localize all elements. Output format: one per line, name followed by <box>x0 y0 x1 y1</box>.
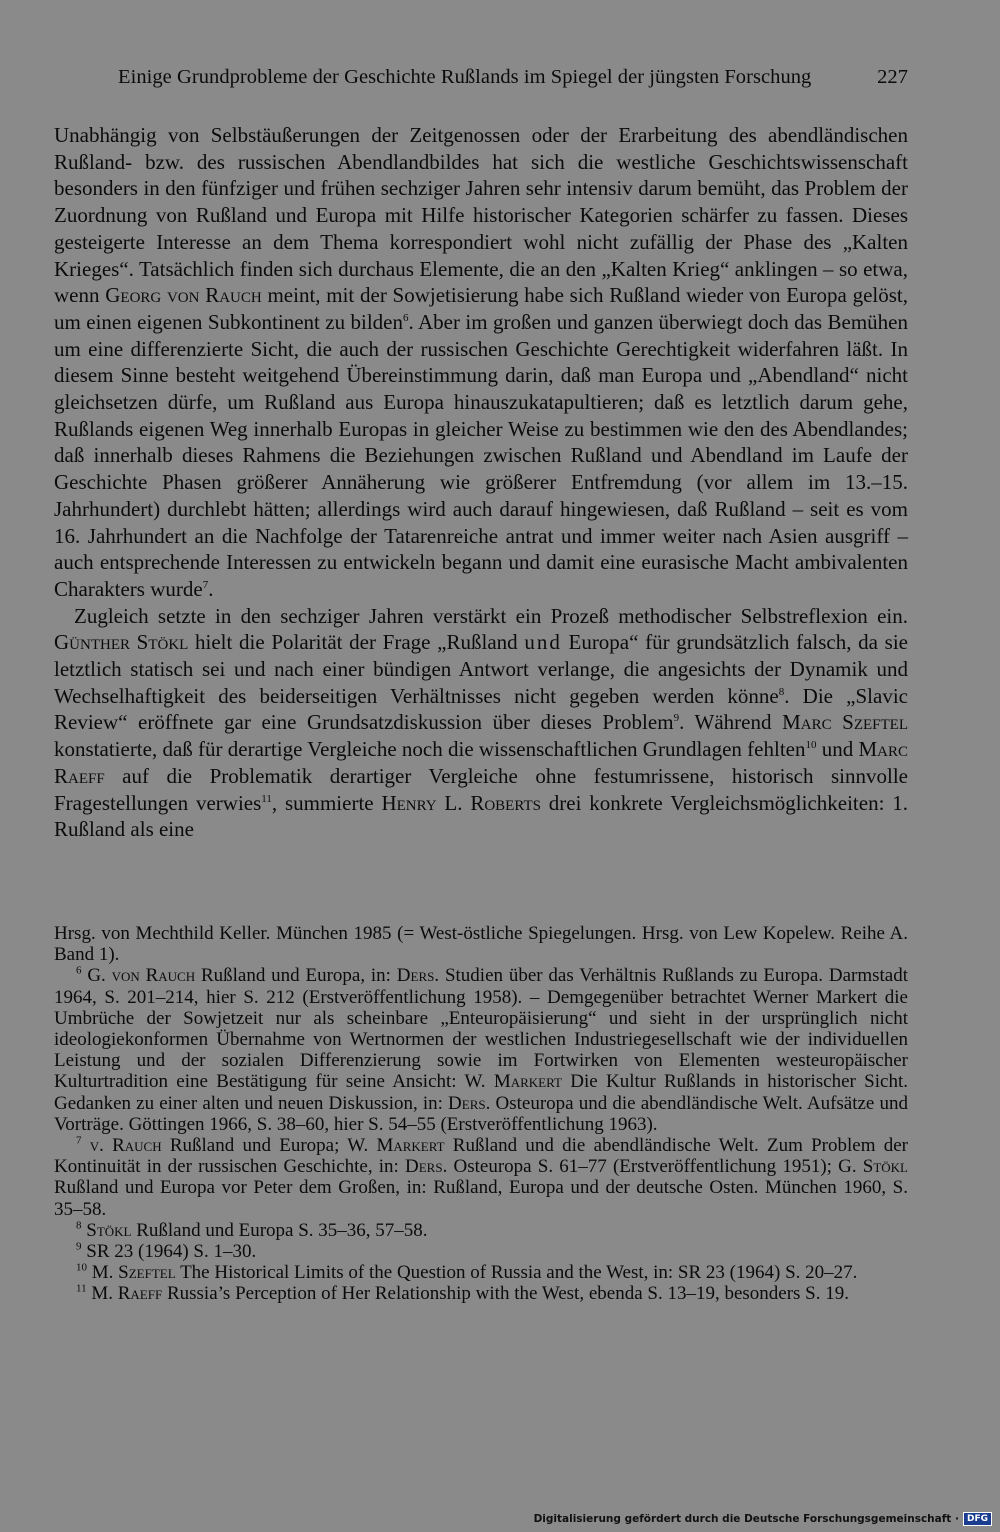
footnote-6: $^6$ G. von Rauch Rußland und Europa, in: Ders. Studien über das Verhältnis Rußlands zu Europa. Darmstadt 1964, S. 201–214, hier S. 212 (Erstveröffentlichung 1958). – Demgegenüber betrachtet Werner Markert die Umbrüche der Sowjetzeit nur als scheinbare „Enteuropäisierung“ und sieht in der ursprünglich nicht ideologiekonformen Übernahme von Wertnormen der westlichen Industriegesellschaft wie der individuellen Leistung und der sozialen Differenzierung sowie im Fortwirken von Elementen westeuropäischer Kulturtradition eine Bestätigung für seine Ansicht: W. Markert Die Kultur Rußlands in historischer Sicht. Gedanken zu einer alten und neuen Diskussion, in: Ders. Osteuropa und die abendländische Welt. Aufsätze und Vorträge. Göttingen 1966, S. 38–60, hier S. 54–55 (Erstveröffentlichung 1963). <box>54 965 909 1135</box>
author-name: Georg von Rauch <box>105 283 262 308</box>
paragraph-1: Unabhängig von Selbstäußerungen der Zeitgenossen oder der Erarbeitung des abendländischen Rußland- bzw. des russischen Abendlandbildes hat sich die westliche Geschichtswissenschaft besonders in den fünfziger und frühen sechziger Jahren sehr intensiv darum bemüht, das Problem der Zuordnung von Rußland und Europa mit Hilfe historischer Kategorien schärfer zu fassen. Dieses gesteigerte Interesse an dem Thema korrespondiert wohl nicht zufällig der Phase des „Kalten Krieges“. Tatsächlich finden sich durchaus Elemente, die an den „Kalten Krieg“ anklingen – so etwa, wenn Georg von Rauch meint, mit der Sowjetisierung habe sich Rußland wieder von Europa gelöst, um einen eigenen Subkontinent zu bilden$^6$. Aber im großen und ganzen überwiegt doch das Bemühen um eine differenzierte Sicht, die auch der russischen Geschichte Gerechtigkeit widerfahren läßt. In diesem Sinne besteht weitgehend Übereinstimmung darin, daß man Europa und „Abendland“ nicht gleichsetzen dürfe, um Rußland aus Europa hinauszukatapultieren; daß es letztlich darum gehe, Rußlands eigenen Weg innerhalb Europas in gleicher Weise zu bestimmen wie den des Abendlandes; daß innerhalb dieses Rahmens die Beziehungen zwischen Rußland und Abendland im Laufe der Geschichte Phasen größerer Annäherung wie größerer Entfremdung (vor allem im 13.–15. Jahrhundert) durchlebt hätten; allerdings wird auch darauf hingewiesen, daß Rußland – seit es vom 16. Jahrhundert an die Nachfolge der Tatarenreiche antrat und immer weiter nach Asien ausgriff – auch entsprechende Interessen zu entwickeln begann und damit eine eurasische Macht ambivalenten Charakters wurde$^7$. <box>54 123 908 601</box>
footnote-ref: 9 <box>673 712 680 725</box>
paragraph-2: Zugleich setzte in den sechziger Jahren verstärkt ein Prozeß methodischer Selbstreflexion ein. Günther Stökl hielt die Polarität der Frage „Rußland und Europa“ für grundsätzlich falsch, da sie letztlich statisch sei und nach einer bündigen Antwort verlange, die angesichts der Dynamik und Wechselhaftigkeit des beiderseitigen Verhältnisses nicht gegeben werden könne$^8$. Die „Slavic Review“ eröffnete gar eine Grundsatzdiskussion über dieses Problem$^9$. Während Marc Szeftel konstatierte, daß für derartige Vergleiche noch die wissenschaftlichen Grundlagen fehlten$^{10}$ und Marc Raeff auf die Problematik derartiger Vergleiche ohne festumrissene, historisch sinnvolle Fragestellungen verwies$^{11}$, summierte Henry L. Roberts drei konkrete Vergleichsmöglichkeiten: 1. Rußland als eine <box>54 603 909 842</box>
author-name: Henry L. Roberts <box>381 790 541 815</box>
main-text <box>54 122 908 843</box>
footnote-ref: 6 <box>403 311 409 324</box>
running-title: Einige Grundprobleme der Geschichte Rußlands im Spiegel der jüngsten Forschung <box>118 66 812 88</box>
dfg-logo: DFG <box>963 1512 992 1526</box>
footnote-continuation: Hrsg. von Mechthild Keller. München 1985 (= West-östliche Spiegelungen. Hrsg. von Lew Kopelew. Reihe A. Band 1). <box>54 923 908 966</box>
footnote-ref: 7 <box>202 578 209 591</box>
footnote-8: $^8$ Stökl Rußland und Europa S. 35–36, 57–58. <box>76 1219 428 1241</box>
footnote-ref: 11 <box>261 792 272 805</box>
author-name: Marc Raeff <box>54 737 909 788</box>
footnote-9: $^9$ SR 23 (1964) S. 1–30. <box>76 1240 257 1263</box>
author-name: Günther Stökl <box>54 630 189 655</box>
footnote-11: $^{11}$ M. Raeff Russia’s Perception of Her Relationship with the West, ebenda S. 13–19, besonders S. 19. <box>76 1283 850 1305</box>
footnote-ref: 8 <box>778 685 785 698</box>
digitization-credit <box>534 1512 992 1526</box>
footnote-ref: 10 <box>805 739 817 752</box>
footnote-10: $^{10}$ M. Szeftel The Historical Limits of the Question of Russia and the West, in: SR 23 (1964) S. 20–27. <box>76 1261 858 1284</box>
credit-text: Digitalisierung gefördert durch die Deutsche Forschungsgemeinschaft · <box>533 1513 959 1525</box>
emphasis-spaced: und <box>524 630 562 655</box>
footnotes <box>54 923 908 1305</box>
footnote-7: $^7$ v. Rauch Rußland und Europa; W. Markert Rußland und die abendländische Welt. Zum Problem der Kontinuität in der russischen Geschichte, in: Ders. Osteuropa S. 61–77 (Erstveröffentlichung 1951); G. Stökl Rußland und Europa vor Peter dem Großen, in: Rußland, Europa und der deutsche Osten. München 1960, S. 35–58. <box>54 1134 908 1220</box>
author-name: Marc Szeftel <box>782 710 908 735</box>
page-number: 227 <box>877 66 908 88</box>
